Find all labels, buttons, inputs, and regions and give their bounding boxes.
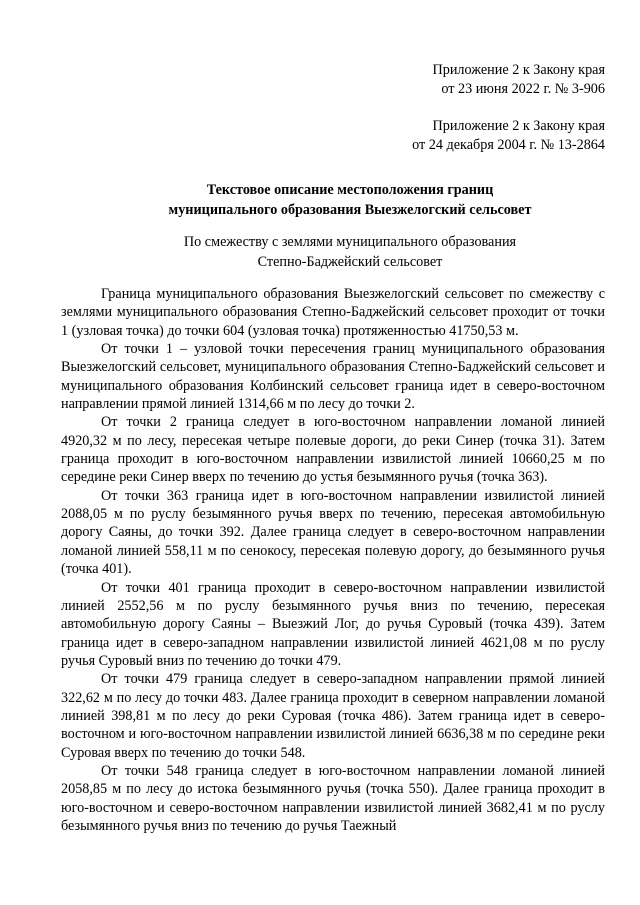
appendix-line: Приложение 2 к Закону края xyxy=(432,118,605,134)
title-line-2: муниципального образования Выезжелогский сельсовет xyxy=(168,202,532,218)
section-heading xyxy=(60,232,640,272)
section-heading-line-2: Степно-Баджейский сельсовет xyxy=(257,254,443,270)
paragraph: Граница муниципального образования Выезжелогский сельсовет по смежеству с землями муниципального образования Степно-Баджейский сельсовет проходит от точки 1 (узловая точка) до точки 604 (узловая точка) протяженностью 41750,53 м. xyxy=(61,286,605,339)
title-line-1: Текстовое описание местоположения границ xyxy=(206,182,494,198)
body-text xyxy=(61,285,605,835)
appendix-header-current xyxy=(433,61,606,99)
paragraph: От точки 548 граница следует в юго-восточном направлении ломаной линией 2058,85 м по лесу до истока безымянного ручья (точка 550). Далее граница проходит в юго-восточном и северо-восточном направлении извилистой линией 3682,41 м по руслу безымянного ручья вниз по течению до ручья Таежный xyxy=(61,762,605,834)
section-heading-line-1: По смежеству с землями муниципального образования xyxy=(183,234,517,250)
paragraph: От точки 401 граница проходит в северо-восточном направлении извилистой линией 2552,56 м по руслу безымянного ручья вниз по течению, пересекая автомобильную дорогу Саяны – Выезжий Лог, до ручья Суровый (точка 439). Затем граница идет в северо-западном направлении извилистой линией 4621,08 м по руслу ручья Суровый вниз по течению до точки 479. xyxy=(61,579,605,669)
paragraph: От точки 363 граница идет в юго-восточном направлении извилистой линией 2088,05 м по руслу безымянного ручья вверх по течению, пересекая автомобильную дорогу Саяны, до точки 392. Далее граница следует в северо-восточном направлении ломаной линией 558,11 м по сенокосу, пересекая полевую дорогу, до безымянного ручья (точка 401). xyxy=(61,487,605,578)
appendix-date-line: от 24 декабря 2004 г. № 13-2864 xyxy=(412,137,605,153)
appendix-date-line: от 23 июня 2022 г. № 3-906 xyxy=(441,81,605,97)
appendix-line: Приложение 2 к Закону края xyxy=(432,62,605,78)
paragraph: От точки 479 граница следует в северо-западном направлении прямой линией 322,62 м по лесу до точки 483. Далее граница проходит в северном направлении ломаной линией 398,81 м по лесу до реки Суровая (точка 486). Затем граница идет в северо-восточном и юго-восточном направлении извилистой линией 6636,38 м по середине реки Суровая вверх по течению до точки 548. xyxy=(61,671,605,761)
appendix-header-original xyxy=(412,117,605,155)
paragraph: От точки 2 граница следует в юго-восточном направлении ломаной линией 4920,32 м по лесу, пересекая четыре полевые дороги, до реки Синер (точка 31). Затем граница проходит в юго-восточном направлении извилистой линией 10660,25 м по середине реки Синер вверх по течению до устья безымянного ручья (точка 363). xyxy=(61,414,605,486)
paragraph: От точки 1 – узловой точки пересечения границ муниципального образования Выезжелогский сельсовет, муниципального образования Степно-Баджейский сельсовет и муниципального образования Колбинский сельсовет граница идет в северо-восточном направлении прямой линией 1314,66 м по лесу до точки 2. xyxy=(61,341,605,413)
document-title xyxy=(60,180,640,220)
